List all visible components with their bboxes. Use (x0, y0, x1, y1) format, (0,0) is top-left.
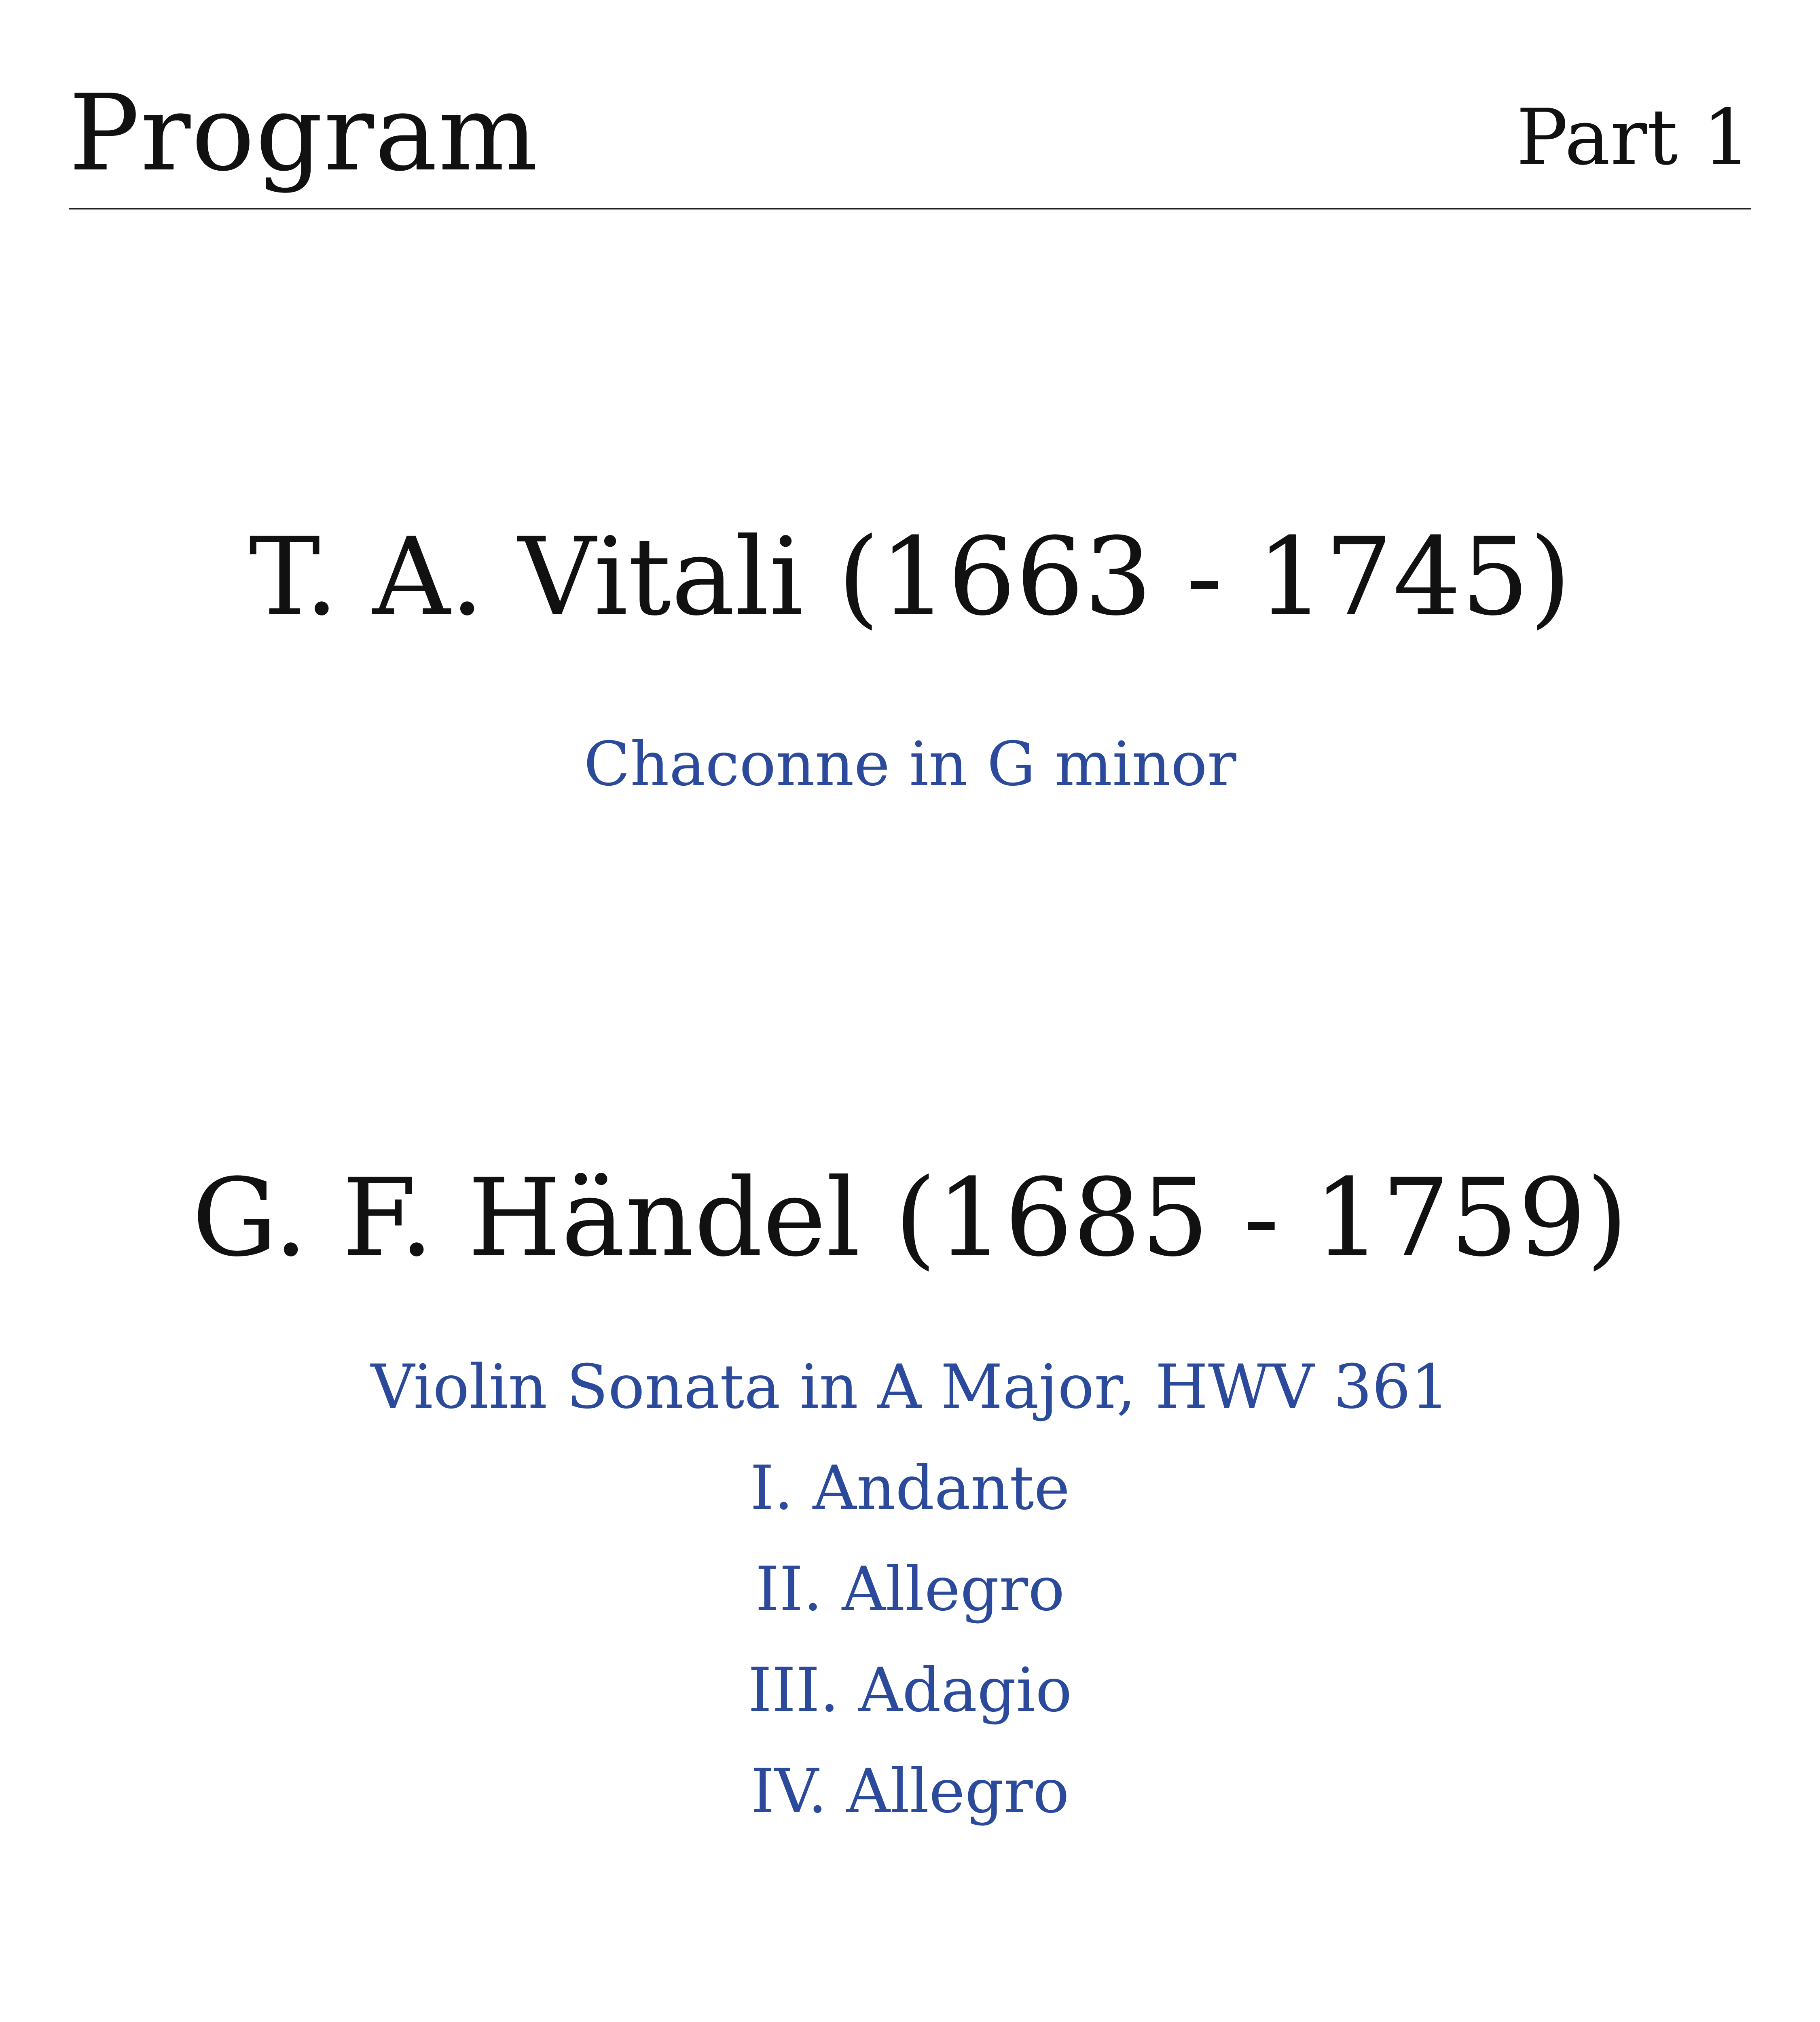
work-vitali-chaconne: Chaconne in G minor (584, 729, 1236, 799)
work-handel-sonata: Violin Sonata in A Major, HWV 361 (370, 1352, 1450, 1422)
composer-vitali: T. A. Vitali (1663 - 1745) (249, 515, 1571, 639)
page-title: Program (69, 72, 539, 195)
movement-4: IV. Allegro (751, 1756, 1069, 1827)
composer-handel: G. F. Händel (1685 - 1759) (192, 1156, 1628, 1280)
movement-1: I. Andante (750, 1453, 1070, 1523)
movement-3: III. Adagio (748, 1655, 1072, 1726)
header-divider (69, 208, 1751, 209)
movement-2: II. Allegro (755, 1554, 1065, 1624)
part-label: Part 1 (1516, 93, 1751, 182)
